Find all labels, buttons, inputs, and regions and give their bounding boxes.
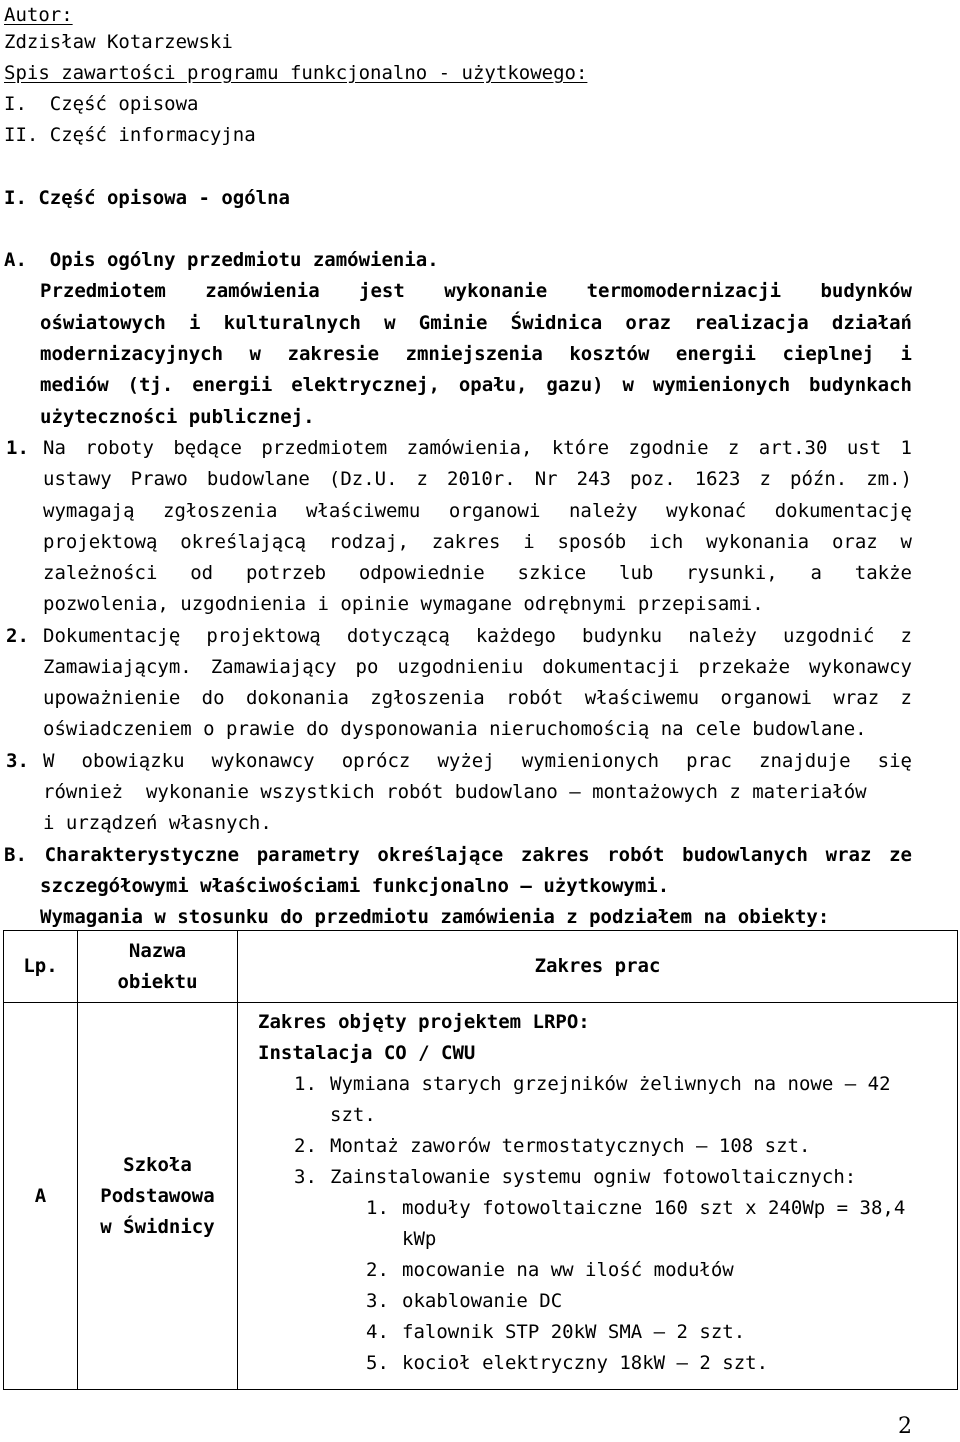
table-header-row (4, 931, 958, 1003)
point-line: W obowiązku wykonawcy oprócz wyżej wymienionych prac znajduje się (43, 750, 912, 772)
row-object-name: Szkoła Podstawowa w Świdnicy (78, 1003, 238, 1390)
point-line: upoważnienie do dokonania zgłoszenia robót właściwemu organowi wraz z (43, 687, 912, 709)
scope-item: 2. Montaż zaworów termostatycznych – 108 szt. (294, 1135, 811, 1157)
row-scope (238, 1003, 958, 1390)
section-b-line: B. Charakterystyczne parametry określające zakres robót budowlanych wraz ze (4, 844, 912, 866)
scope-item: 3. Zainstalowanie systemu ogniw fotowoltaicznych: (294, 1166, 857, 1188)
point-number: 2. (6, 625, 29, 647)
section-b-line: szczegółowymi właściwościami funkcjonalno – użytkowymi. (40, 875, 670, 897)
objects-table (3, 930, 958, 1390)
point-line: Dokumentację projektową dotyczącą każdego budynku należy uzgodnić z (43, 625, 912, 647)
author-label: Autor: (4, 4, 73, 26)
point-line: i urządzeń własnych. (43, 812, 272, 834)
header-lp: Lp. (4, 931, 78, 1003)
point-line: projektową określającą rodzaj, zakres i sposób ich wykonania oraz w (43, 531, 912, 553)
section-a-line: Przedmiotem zamówienia jest wykonanie termomodernizacji budynków (40, 280, 912, 302)
point-number: 3. (6, 750, 29, 772)
table-row (4, 1003, 958, 1390)
section-a-line: użyteczności publicznej. (40, 406, 315, 428)
point-line: oświadczeniem o prawie do dysponowania nieruchomością na cele budowlane. (43, 718, 867, 740)
scope-subitem: 4. falownik STP 20kW SMA – 2 szt. (366, 1321, 746, 1343)
scope-item: 1. Wymiana starych grzejników żeliwnych na nowe – 42 szt. (294, 1073, 891, 1126)
scope-subitem: 3. okablowanie DC (366, 1290, 563, 1312)
point-number: 1. (6, 437, 29, 459)
point-line: ustawy Prawo budowlane (Dz.U. z 2010r. Nr 243 poz. 1623 z późn. zm.) (43, 468, 912, 490)
header-scope: Zakres prac (238, 931, 958, 1003)
point-line: wymagają zgłoszenia właściwemu organowi należy wykonać dokumentację (43, 500, 912, 522)
point-line: również wykonanie wszystkich robót budowlano – montażowych z materiałów (43, 781, 867, 803)
author-name: Zdzisław Kotarzewski (4, 31, 233, 53)
toc-heading: Spis zawartości programu funkcjonalno - użytkowego: (4, 62, 588, 84)
requirements-heading: Wymagania w stosunku do przedmiotu zamówienia z podziałem na obiekty: (40, 906, 830, 928)
point-line: Zamawiającym. Zamawiający po uzgodnieniu dokumentacji przekaże wykonawcy (43, 656, 912, 678)
section-a-line: modernizacyjnych w zakresie zmniejszenia kosztów energii cieplnej i (40, 343, 912, 365)
section-a-line: mediów (tj. energii elektrycznej, opału, gazu) w wymienionych budynkach (40, 374, 912, 396)
toc-item-1: I. Część opisowa (4, 93, 199, 115)
scope-subitem: 1. moduły fotowoltaiczne 160 szt x 240Wp = 38,4 kWp (366, 1197, 906, 1250)
toc-item-2: II. Część informacyjna (4, 124, 256, 146)
section-a-line: oświatowych i kulturalnych w Gminie Świdnica oraz realizacja działań (40, 312, 912, 334)
scope-subitem: 2. mocowanie na ww ilość modułów (366, 1259, 734, 1281)
part-heading: I. Część opisowa - ogólna (4, 187, 290, 209)
scope-subtitle: Instalacja CO / CWU (258, 1042, 476, 1064)
page-number: 2 (898, 1414, 912, 1439)
point-line: Na roboty będące przedmiotem zamówienia, które zgodnie z art.30 ust 1 (43, 437, 912, 459)
point-line: zależności od potrzeb odpowiednie szkice lub rysunki, a także (43, 562, 912, 584)
row-lp: A (4, 1003, 78, 1390)
section-a-heading: A. Opis ogólny przedmiotu zamówienia. (4, 249, 439, 271)
point-line: pozwolenia, uzgodnienia i opinie wymagane odrębnymi przepisami. (43, 593, 764, 615)
scope-subitem: 5. kocioł elektryczny 18kW – 2 szt. (366, 1352, 769, 1374)
header-object-name: Nazwa obiektu (78, 931, 238, 1003)
scope-title: Zakres objęty projektem LRPO: (258, 1011, 590, 1033)
